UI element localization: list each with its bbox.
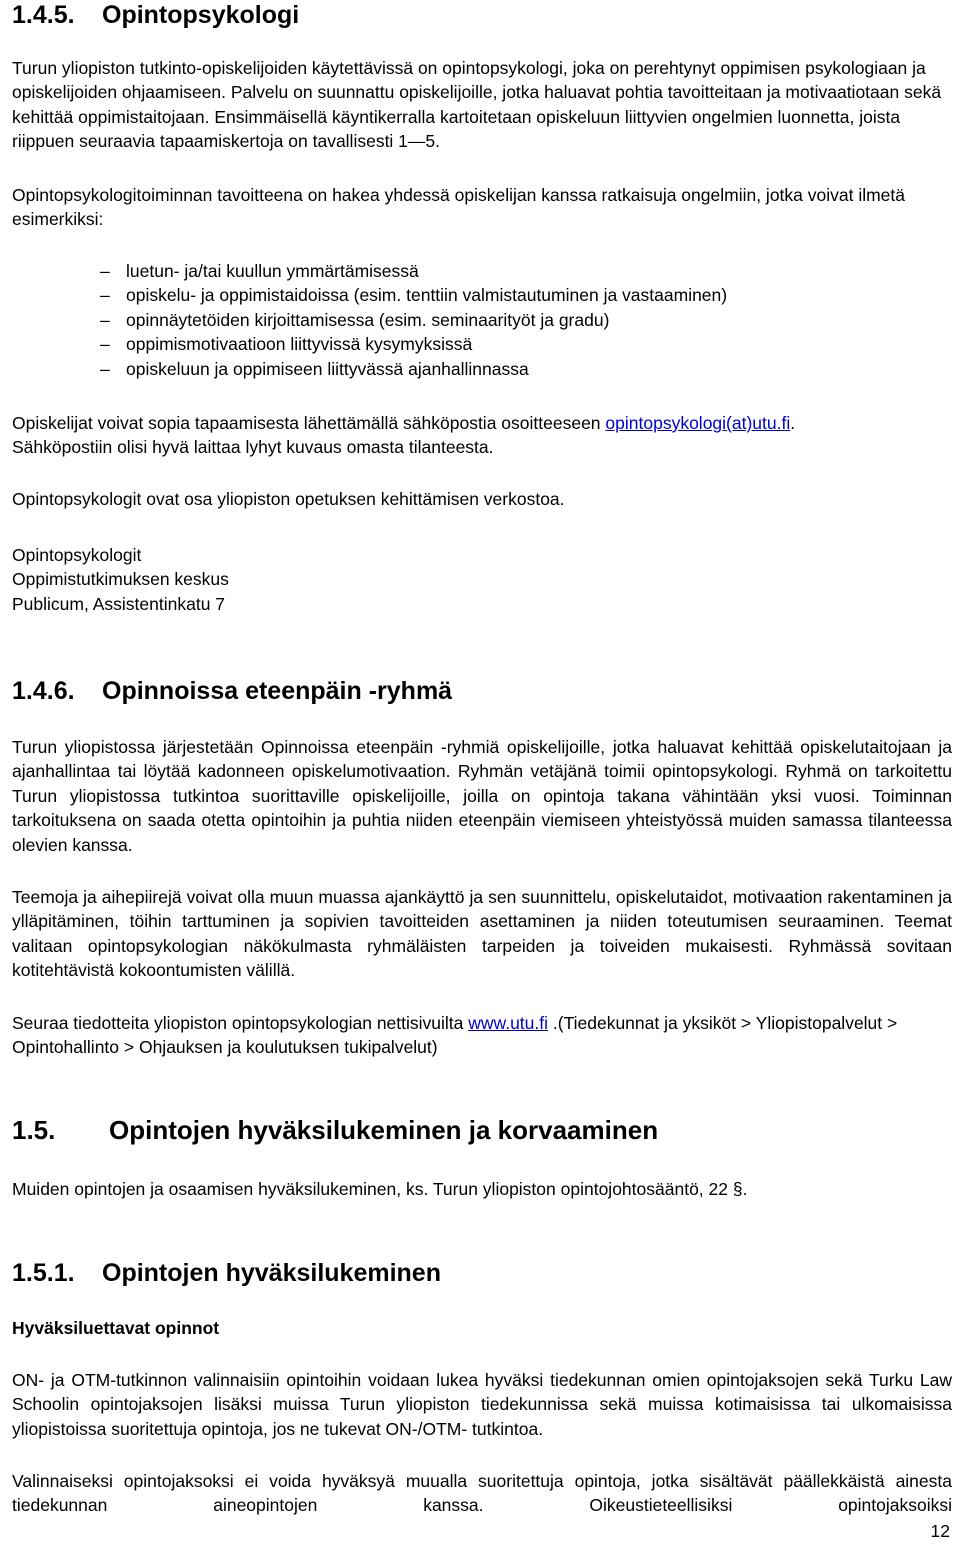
- heading-1-4-5: [12, 0, 299, 30]
- heading-number: 1.4.5.: [12, 1, 75, 29]
- paragraph: [12, 411, 957, 460]
- address-line: Oppimistutkimuksen keskus: [12, 569, 229, 590]
- address-line: Opintopsykologit: [12, 545, 142, 565]
- address-line: Publicum, Assistentinkatu 7: [12, 593, 226, 614]
- paragraph: Teemoja ja aihepiirejä voivat olla muun muassa ajankäyttö ja sen suunnittelu, opiskelutaidot, motivaation rakentaminen ja ylläpitäminen, töihin tarttuminen ja sopivien tavoitteiden asettaminen ja niiden toteutumisen seuraaminen. Teemat valitaan opintopsykologian näkökulmasta ryhmäläisten tarpeiden ja toiveiden mukaisesti. Ryhmässä sovitaan kotitehtävistä kokoontumisten välillä.: [12, 887, 952, 981]
- text: Sähköpostiin olisi hyvä laittaa lyhyt kuvaus omasta tilanteesta.: [12, 437, 494, 458]
- list-item: – opiskelu- ja oppimistaidoissa (esim. tenttiin valmistautuminen ja vastaaminen): [12, 283, 952, 307]
- heading-1-4-6: [12, 676, 452, 706]
- paragraph: Turun yliopistossa järjestetään Opinnoissa eteenpäin -ryhmiä opiskelijoille, jotka haluavat kehittää opiskelutaitojaan ja ajanhallintaa tai löytää kadonneen opiskelumotivaation. Ryhmän vetäjänä toimii opintopsykologi. Ryhmä on tarkoitettu Turun yliopistossa tutkintoa suorittaville opiskelijoille, joilla on opintoja takana vähintään yksi vuosi. Toiminnan tarkoituksena on saada otetta opintoihin ja puhtia niiden eteenpäin viemiseen yhteistyössä muiden samassa tilanteessa olevien kanssa.: [12, 737, 952, 855]
- website-link[interactable]: www.utu.fi: [468, 1013, 549, 1033]
- heading-number: 1.4.6.: [12, 677, 75, 705]
- page-number: 12: [930, 1521, 950, 1541]
- text: .: [790, 413, 796, 433]
- heading-title: Opinnoissa eteenpäin -ryhmä: [102, 677, 453, 705]
- heading-number: 1.5.: [12, 1115, 56, 1145]
- heading-title: Opintojen hyväksilukeminen ja korvaaminen: [109, 1115, 659, 1145]
- list-item: – oppimismotivaatioon liittyvissä kysymyksissä: [12, 332, 952, 356]
- heading-number: 1.5.1.: [12, 1259, 75, 1287]
- paragraph: Valinnaiseksi opintojaksoksi ei voida hyväksyä muualla suoritettuja opintoja, jotka sisältävät päällekkäistä ainesta tiedekunnan aineopintojen kanssa. Oikeustieteellisiksi opintojaksoiksi: [12, 1471, 952, 1516]
- paragraph: ON- ja OTM-tutkinnon valinnaisiin opintoihin voidaan lukea hyväksi tiedekunnan omien opintojaksojen sekä Turku Law Schoolin opintojaksojen lisäksi muissa Turun yliopiston tiedekunnissa sekä muissa kotimaisissa tai ulkomaisissa yliopistoissa suoritettuja opintoja, jos ne tukevat ON-/OTM- tutkintoa.: [12, 1370, 952, 1439]
- heading-title: Opintopsykologi: [102, 1, 300, 29]
- list-item: – opinnäytetöiden kirjoittamisessa (esim. seminaarityöt ja gradu): [12, 308, 952, 332]
- list-item: – opiskeluun ja oppimiseen liittyvässä ajanhallinnassa: [12, 357, 952, 381]
- heading-1-5-1: [12, 1258, 441, 1288]
- bullet-list: [12, 259, 952, 381]
- list-item: – luetun- ja/tai kuullun ymmärtämisessä: [12, 259, 952, 283]
- email-link[interactable]: opintopsykologi(at)utu.fi: [605, 413, 791, 433]
- paragraph: Opintopsykologitoiminnan tavoitteena on hakea yhdessä opiskelijan kanssa ratkaisuja ongelmiin, jotka voivat ilmetä esimerkiksi:: [12, 185, 906, 230]
- paragraph: [12, 1011, 912, 1060]
- subheading: Hyväksiluettavat opinnot: [12, 1318, 220, 1338]
- address-block: [12, 543, 952, 616]
- text: Seuraa tiedotteita yliopiston opintopsykologian nettisivuilta: [12, 1013, 469, 1033]
- heading-1-5: [12, 1115, 658, 1145]
- paragraph: Muiden opintojen ja osaamisen hyväksilukeminen, ks. Turun yliopiston opintojohtosääntö, 22 §.: [12, 1179, 748, 1199]
- text: Opiskelijat voivat sopia tapaamisesta lähettämällä sähköpostia osoitteeseen: [12, 413, 606, 433]
- paragraph: Turun yliopiston tutkinto-opiskelijoiden käytettävissä on opintopsykologi, joka on perehtynyt oppimisen psykologiaan ja opiskelijoiden ohjaamiseen. Palvelu on suunnattu opiskelijoille, jotka haluavat pohtia tavoitteitaan ja motivaatiotaan sekä kehittää oppimistaitojaan. Ensimmäisellä käyntikerralla kartoitetaan opiskeluun liittyvien ongelmien luonnetta, joista riippuen seuraavia tapaamiskertoja on tavallisesti 1—5.: [12, 58, 942, 152]
- heading-title: Opintojen hyväksilukeminen: [102, 1259, 441, 1287]
- text: .(Tiedekunnat ja yksiköt > Yliopistopalvelut > Opintohallinto > Ohjauksen ja koulutuksen tukipalvelut): [12, 1013, 898, 1058]
- paragraph: Opintopsykologit ovat osa yliopiston opetuksen kehittämisen verkostoa.: [12, 489, 565, 509]
